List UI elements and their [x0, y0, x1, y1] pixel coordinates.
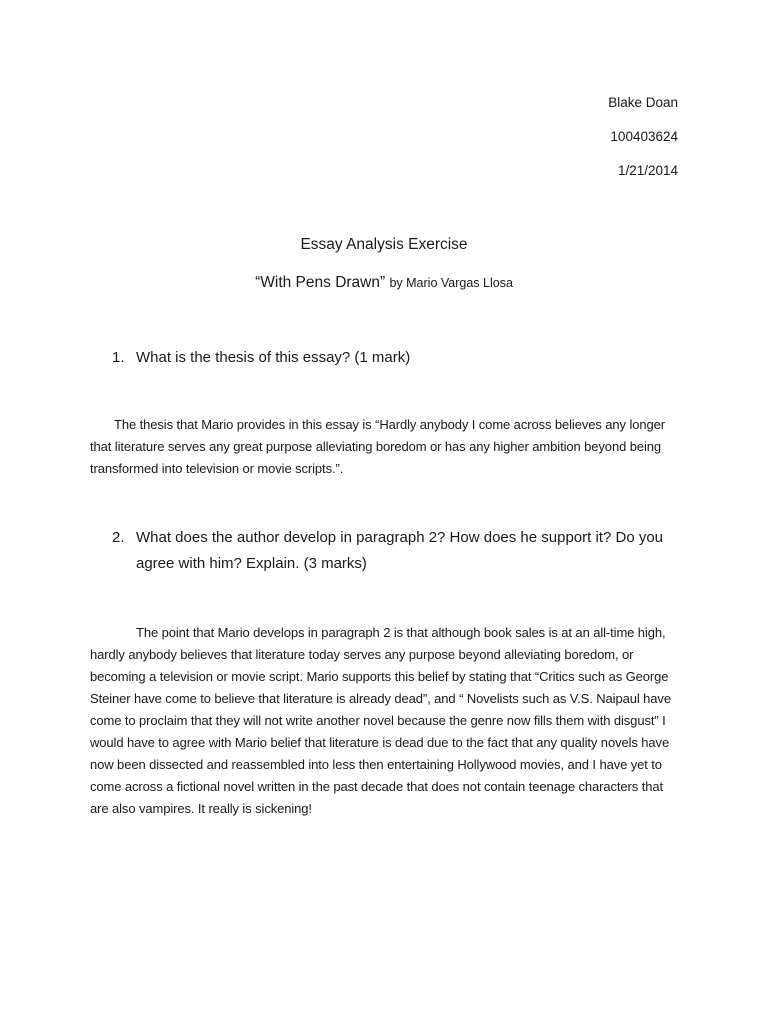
- author-name: Blake Doan: [608, 95, 678, 110]
- question-1: [112, 345, 692, 371]
- document-title: Essay Analysis Exercise: [300, 236, 468, 253]
- essay-title: “With Pens Drawn”: [255, 274, 386, 291]
- answer-1: The thesis that Mario provides in this essay is “Hardly anybody I come across believes any longer that literature serves any great purpose alleviating boredom or has any higher ambition beyond being transformed into television or movie scripts.”.: [90, 417, 666, 476]
- question-2: [112, 525, 692, 577]
- essay-author: by Mario Vargas Llosa: [389, 276, 513, 290]
- author-header: [608, 93, 678, 195]
- answer-2: The point that Mario develops in paragraph 2 is that although book sales is at an all-time high, hardly anybody believes that literature today serves any purpose beyond alleviating boredom, or becoming a television or movie script. Mario supports this belief by stating that “Critics such as George Steiner have come to believe that literature is already dead”, and “ Novelists such as V.S. Naipaul have come to proclaim that they will not write another novel because the genre now fills them with disgust” I would have to agree with Mario belief that literature is dead due to the fact that any quality novels have now been dissected and reassembled into less then entertaining Hollywood movies, and I have yet to come across a fictional novel written in the past decade that does not contain teenage characters that are also vampires. It really is sickening!: [90, 625, 671, 816]
- question-number: 2.: [112, 529, 125, 546]
- question-text: What is the thesis of this essay? (1 mark): [136, 349, 411, 366]
- question-text: What does the author develop in paragraph 2? How does he support it? Do you agree with him? Explain. (3 marks): [136, 529, 664, 572]
- document-date: 1/21/2014: [617, 163, 678, 178]
- document-subtitle: [0, 274, 768, 292]
- student-id: 100403624: [610, 129, 678, 144]
- question-number: 1.: [112, 349, 125, 366]
